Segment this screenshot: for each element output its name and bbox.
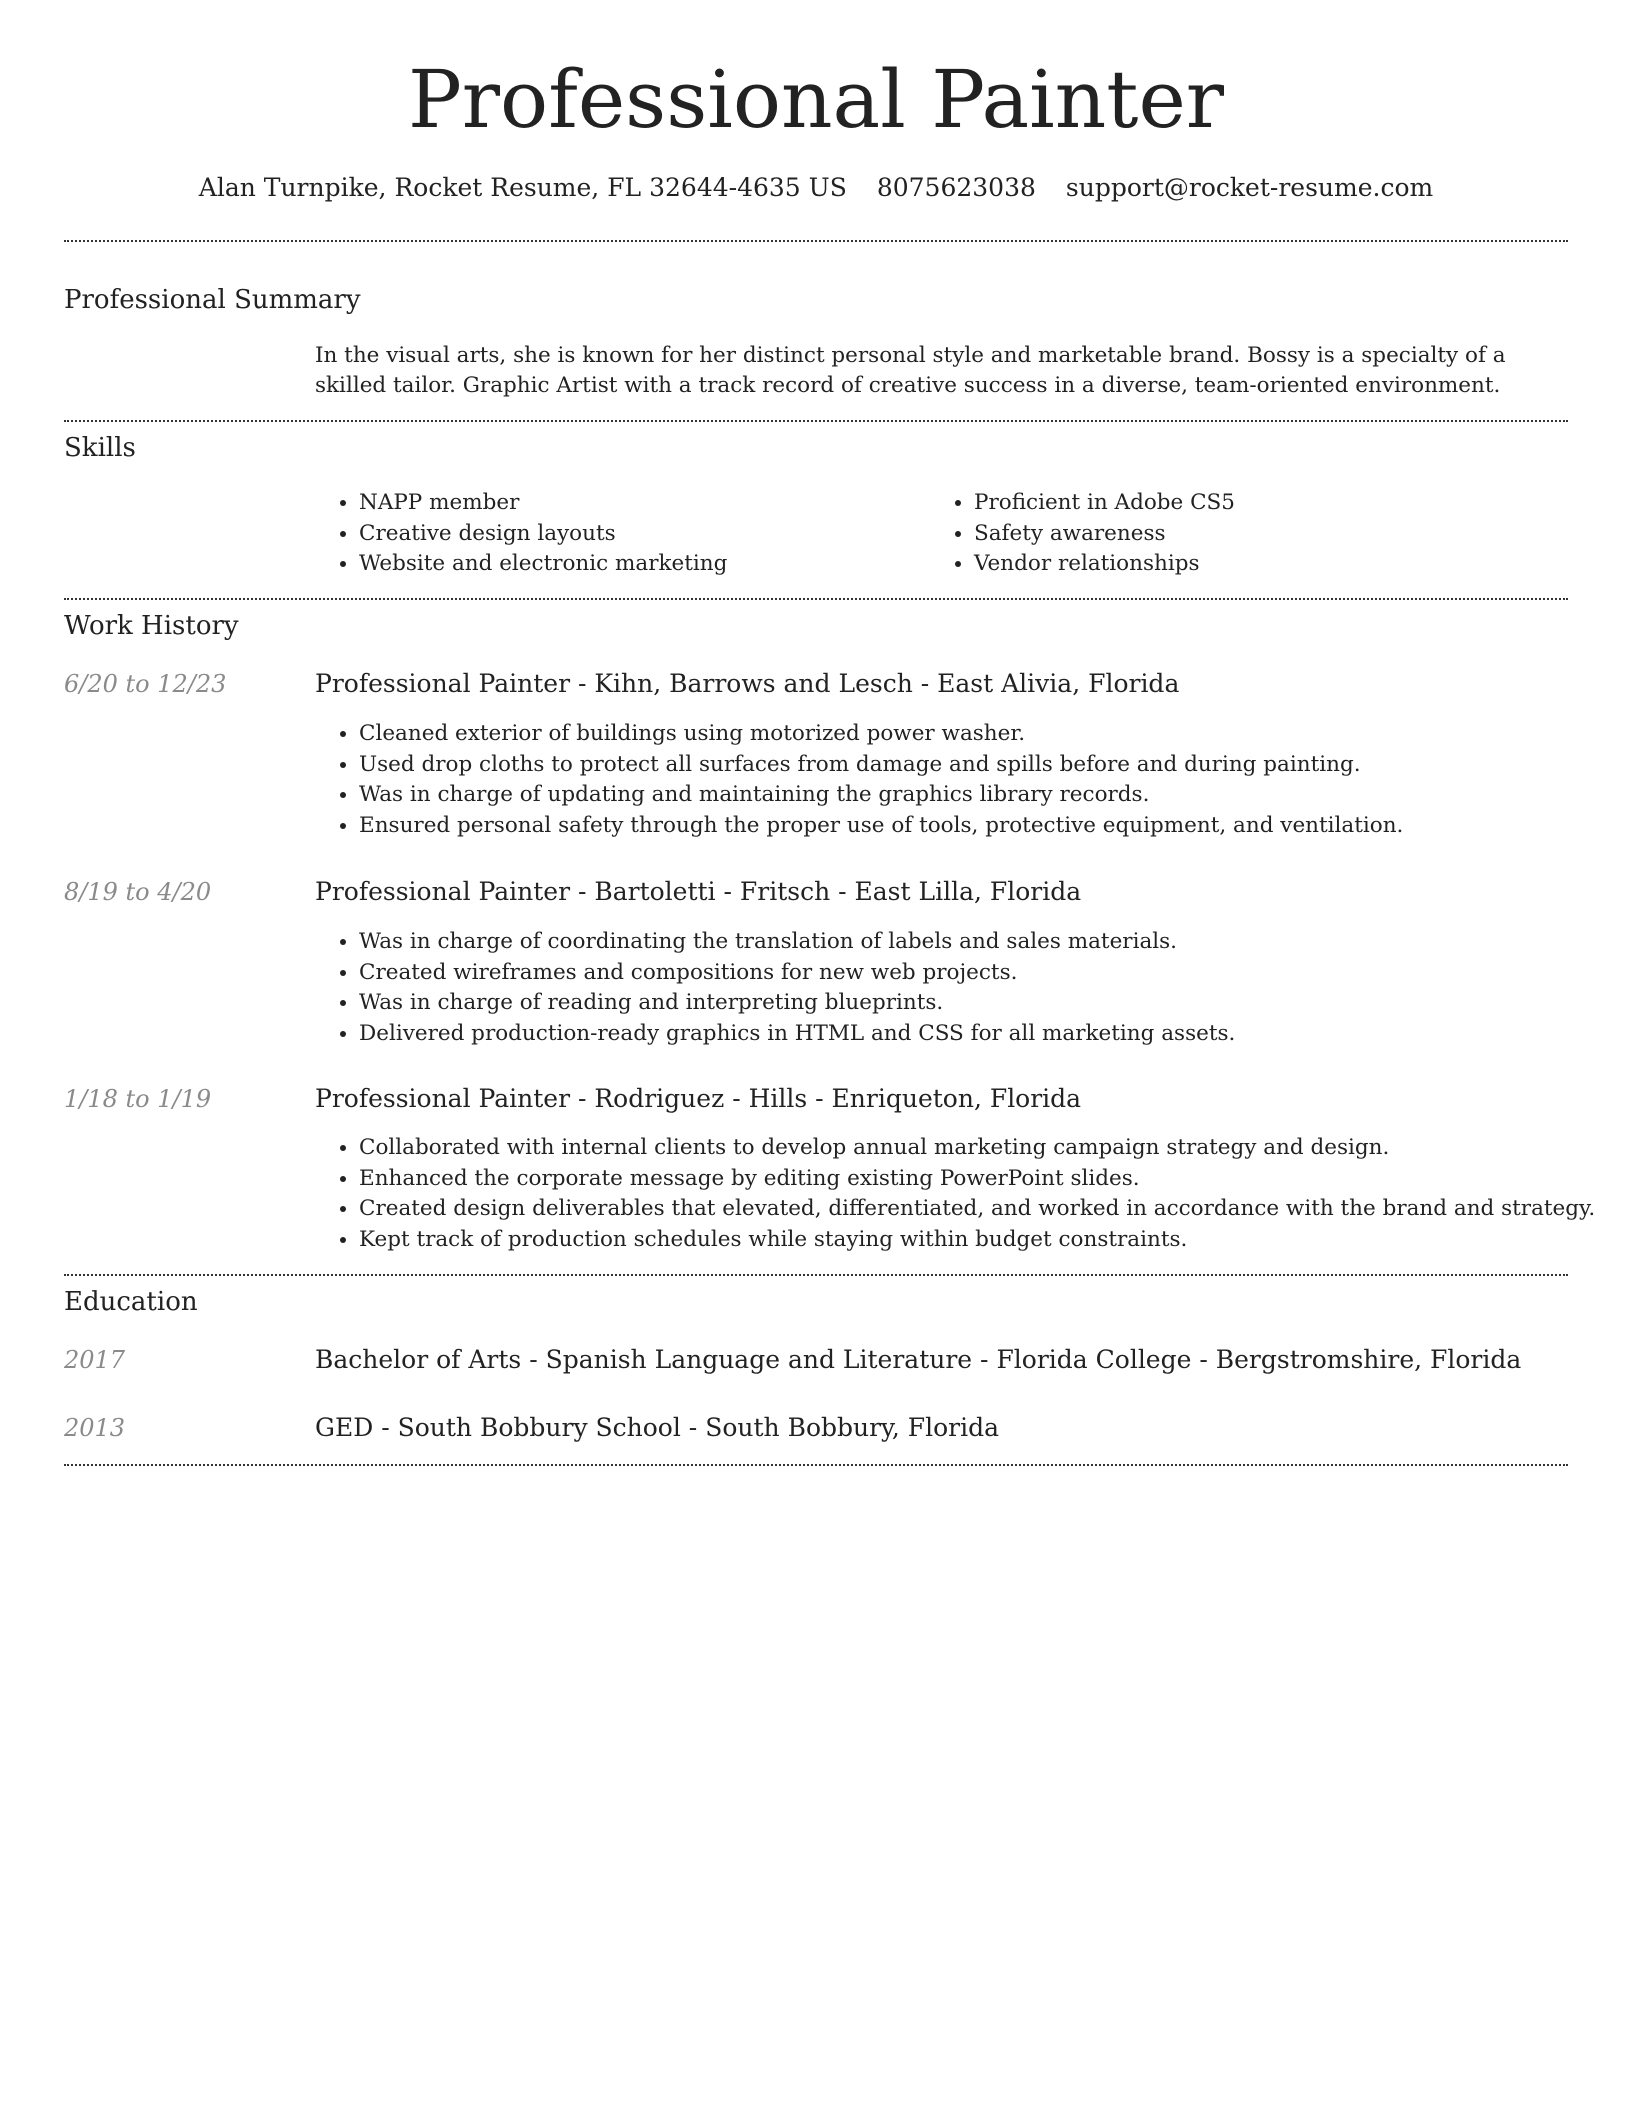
education-entry: GED - South Bobbury School - South Bobbury, Florida	[315, 1413, 999, 1442]
job-duties	[315, 719, 1568, 841]
list-item: • Ensured personal safety through the proper use of tools, protective equipment, and ventilation.	[359, 811, 1568, 842]
job-dates: 8/19 to 4/20	[64, 878, 212, 906]
divider	[64, 240, 1568, 242]
section-title-education: Education	[64, 1287, 198, 1317]
skill-item: • Safety awareness	[974, 519, 1235, 550]
list-item: • Kept track of production schedules while staying within budget constraints.	[359, 1225, 1568, 1256]
contact-email: support@rocket-resume.com	[1065, 173, 1434, 202]
skill-item: • NAPP member	[359, 488, 727, 519]
job-duties	[315, 927, 1568, 1049]
section-title-skills: Skills	[64, 433, 136, 463]
list-item: • Cleaned exterior of buildings using motorized power washer.	[359, 719, 1568, 750]
list-item: • Used drop cloths to protect all surfaces from damage and spills before and during painting.	[359, 750, 1568, 781]
education-year: 2017	[64, 1346, 126, 1374]
job-dates: 6/20 to 12/23	[64, 670, 227, 698]
list-item: • Created wireframes and compositions for new web projects.	[359, 958, 1568, 989]
education-entry: Bachelor of Arts - Spanish Language and Literature - Florida College - Bergstromshire, Florida	[315, 1345, 1522, 1374]
contact-line	[64, 170, 1568, 206]
list-item: • Was in charge of coordinating the translation of labels and sales materials.	[359, 927, 1568, 958]
section-title-summary: Professional Summary	[64, 285, 361, 315]
contact-address: Alan Turnpike, Rocket Resume, FL 32644-4635 US	[198, 173, 847, 202]
job-title: Professional Painter - Rodriguez - Hills - Enriqueton, Florida	[315, 1084, 1082, 1113]
list-item: • Enhanced the corporate message by editing existing PowerPoint slides.	[359, 1164, 1568, 1195]
education-year: 2013	[64, 1414, 126, 1442]
page-title: Professional Painter	[407, 53, 1225, 146]
skills-list	[315, 488, 1568, 584]
job-dates: 1/18 to 1/19	[64, 1085, 212, 1113]
list-item: • Was in charge of updating and maintaining the graphics library records.	[359, 780, 1568, 811]
contact-phone: 8075623038	[876, 173, 1036, 202]
list-item: • Was in charge of reading and interpreting blueprints.	[359, 988, 1568, 1019]
skill-item: • Website and electronic marketing	[359, 549, 727, 580]
job-title: Professional Painter - Bartoletti - Fritsch - East Lilla, Florida	[315, 877, 1082, 906]
divider	[64, 420, 1568, 422]
skill-item: • Creative design layouts	[359, 519, 727, 550]
divider	[64, 1464, 1568, 1466]
job-title: Professional Painter - Kihn, Barrows and Lesch - East Alivia, Florida	[315, 669, 1180, 698]
skills-column-right	[930, 488, 1235, 580]
job-duties	[315, 1133, 1596, 1255]
list-item: • Collaborated with internal clients to develop annual marketing campaign strategy and design.	[359, 1133, 1568, 1164]
skill-item: • Proficient in Adobe CS5	[974, 488, 1235, 519]
list-item: • Delivered production-ready graphics in HTML and CSS for all marketing assets.	[359, 1019, 1568, 1050]
skill-item: • Vendor relationships	[974, 549, 1235, 580]
divider	[64, 598, 1568, 600]
list-item: • Created design deliverables that elevated, differentiated, and worked in accordance with the brand and strategy.	[359, 1194, 1568, 1225]
section-title-work-history: Work History	[64, 611, 239, 641]
skills-column-left	[315, 488, 727, 580]
summary-text: In the visual arts, she is known for her distinct personal style and marketable brand. Bossy is a specialty of a skilled tailor. Graphic Artist with a track record of creative success in a diverse, team-oriented environment.	[315, 343, 1506, 398]
divider	[64, 1274, 1568, 1276]
